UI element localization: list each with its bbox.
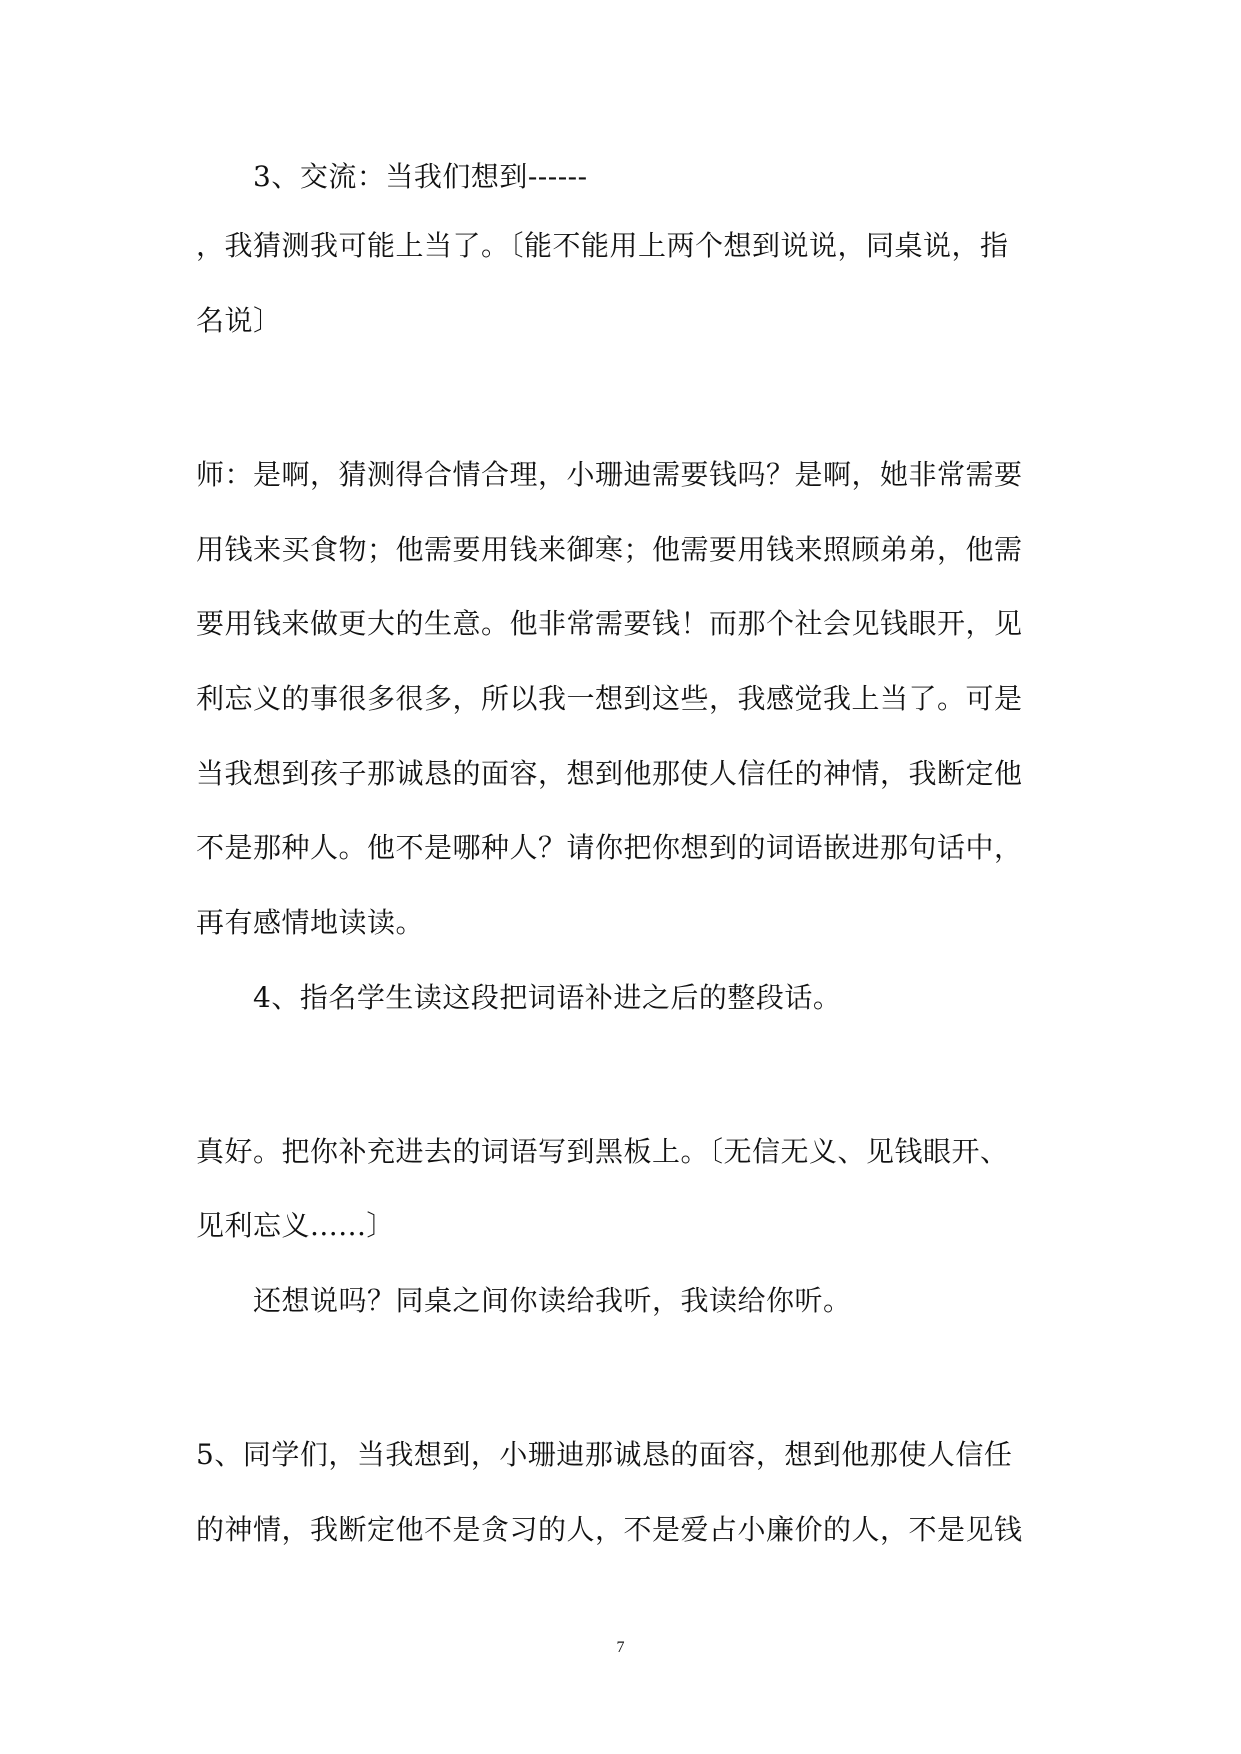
text-line-1: 3、交流：当我们想到------ [253, 160, 588, 193]
text-line-8: 当我想到孩子那诚恳的面容，想到他那使人信任的神情，我断定他 [196, 757, 1023, 790]
text-line-16: 的神情，我断定他不是贪习的人，不是爱占小廉价的人，不是见钱 [196, 1513, 1023, 1546]
text-line-4: 师：是啊，猜测得合情合理，小珊迪需要钱吗？是啊，她非常需要 [196, 458, 1023, 491]
text-line-13: 见利忘义......〕 [196, 1209, 395, 1242]
text-line-15: 5、同学们，当我想到，小珊迪那诚恳的面容，想到他那使人信任 [196, 1438, 1013, 1471]
text-line-10: 再有感情地读读。 [196, 906, 425, 939]
text-line-5: 用钱来买食物；他需要用钱来御寒；他需要用钱来照顾弟弟，他需 [196, 533, 1023, 566]
text-line-11: 4、指名学生读这段把词语补进之后的整段话。 [253, 981, 842, 1014]
text-line-2: ，我猜测我可能上当了。〔能不能用上两个想到说说，同桌说，指 [196, 229, 1009, 262]
text-line-12: 真好。把你补充进去的词语写到黑板上。〔无信无义、见钱眼开、 [196, 1135, 1009, 1168]
text-line-7: 利忘义的事很多很多，所以我一想到这些，我感觉我上当了。可是 [196, 682, 1023, 715]
text-line-3: 名说〕 [196, 304, 282, 337]
text-line-6: 要用钱来做更大的生意。他非常需要钱！而那个社会见钱眼开，见 [196, 607, 1023, 640]
page-number: 7 [616, 1639, 625, 1656]
text-line-9: 不是那种人。他不是哪种人？请你把你想到的词语嵌进那句话中， [196, 831, 1023, 864]
text-line-14: 还想说吗？同桌之间你读给我听，我读给你听。 [253, 1284, 852, 1317]
